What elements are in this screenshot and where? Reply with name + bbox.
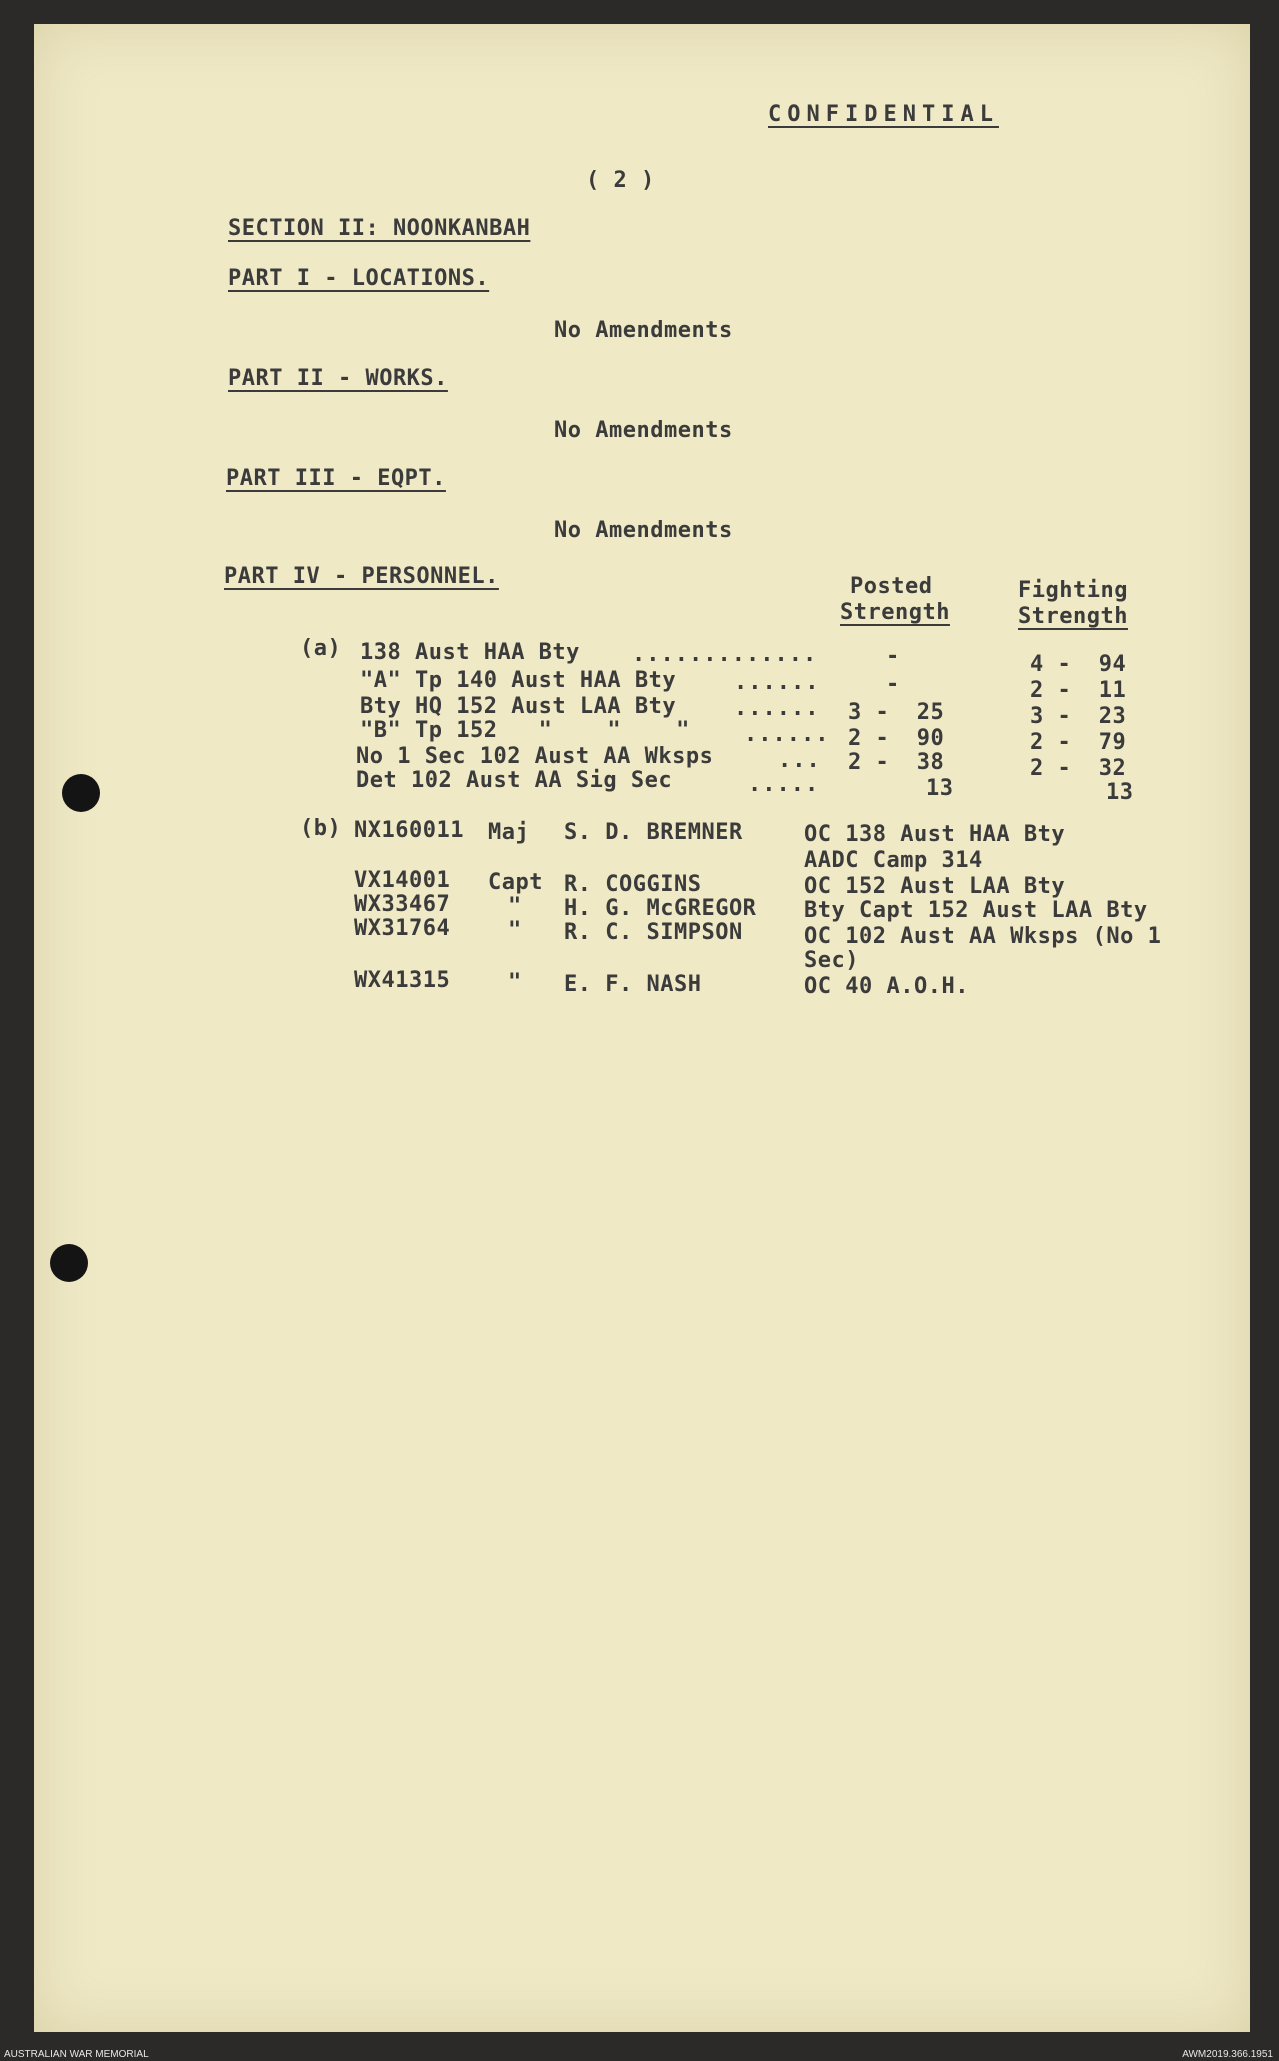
posted-strength: 2 - 90 [848,726,945,751]
officer-name: H. G. McGREGOR [564,896,757,921]
rank: Maj [488,820,530,845]
rank: " [508,918,522,943]
fighting-strength: 3 - 23 [1030,704,1127,729]
posted-strength: - [886,672,900,697]
officer-name: E. F. NASH [564,972,702,997]
list-label-b: (b) [300,816,342,841]
posted-strength: 3 - 25 [848,700,945,725]
service-number: WX31764 [354,916,451,941]
rank: " [508,894,522,919]
leader-dots: ... [778,748,821,773]
appointment: AADC Camp 314 [804,848,983,873]
officer-name: R. C. SIMPSON [564,920,743,945]
footer-institution: AUSTRALIAN WAR MEMORIAL [4,2049,149,2060]
page-number: ( 2 ) [586,168,655,193]
officer-name: R. COGGINS [564,872,702,897]
part-title: PART III - EQPT. [226,466,446,491]
fighting-strength: 4 - 94 [1030,652,1127,677]
posted-strength: 13 [926,776,954,801]
list-label-a: (a) [300,636,342,661]
part-title: PART I - LOCATIONS. [228,266,490,291]
service-number: WX33467 [354,892,451,917]
posted-strength: - [886,644,900,669]
appointment: OC 138 Aust HAA Bty [804,822,1066,847]
column-header-fighting: Fighting [1018,578,1128,603]
part-body: No Amendments [554,518,733,543]
appointment: Sec) [804,948,859,973]
part-title: PART II - WORKS. [228,366,448,391]
unit-name: Bty HQ 152 Aust LAA Bty [360,694,677,719]
fighting-strength: 2 - 32 [1030,756,1127,781]
unit-name: "B" Tp 152 " " " [360,718,690,743]
leader-dots: ...... [734,670,820,695]
leader-dots: ..... [748,772,820,797]
unit-name: Det 102 Aust AA Sig Sec [356,768,673,793]
appointment: OC 102 Aust AA Wksps (No 1 [804,924,1162,949]
service-number: NX160011 [354,818,464,843]
column-header-posted: Posted [850,574,933,599]
column-header-posted-sub: Strength [840,600,950,625]
appointment: OC 152 Aust LAA Bty [804,874,1066,899]
rank: " [508,970,522,995]
unit-name: "A" Tp 140 Aust HAA Bty [360,668,677,693]
unit-name: 138 Aust HAA Bty [360,640,580,665]
part-title: PART IV - PERSONNEL. [224,564,499,589]
fighting-strength: 2 - 79 [1030,730,1127,755]
classification-heading: CONFIDENTIAL [768,102,999,127]
footer-accession: AWM2019.366.1951 [1182,2049,1273,2060]
section-title: SECTION II: NOONKANBAH [228,216,531,241]
part-body: No Amendments [554,318,733,343]
punch-hole [50,1244,88,1282]
service-number: WX41315 [354,968,451,993]
rank: Capt [488,870,543,895]
appointment: OC 40 A.O.H. [804,974,969,999]
service-number: VX14001 [354,868,451,893]
fighting-strength: 13 [1106,780,1134,805]
column-header-fighting-sub: Strength [1018,604,1128,629]
officer-name: S. D. BREMNER [564,820,743,845]
part-body: No Amendments [554,418,733,443]
appointment: Bty Capt 152 Aust LAA Bty [804,898,1148,923]
fighting-strength: 2 - 11 [1030,678,1127,703]
leader-dots: ...... [734,696,820,721]
punch-hole [62,774,100,812]
posted-strength: 2 - 38 [848,750,945,775]
unit-name: No 1 Sec 102 Aust AA Wksps [356,744,714,769]
document-page [34,24,1250,2032]
leader-dots: ...... [744,722,830,747]
leader-dots: ............. [632,642,818,667]
